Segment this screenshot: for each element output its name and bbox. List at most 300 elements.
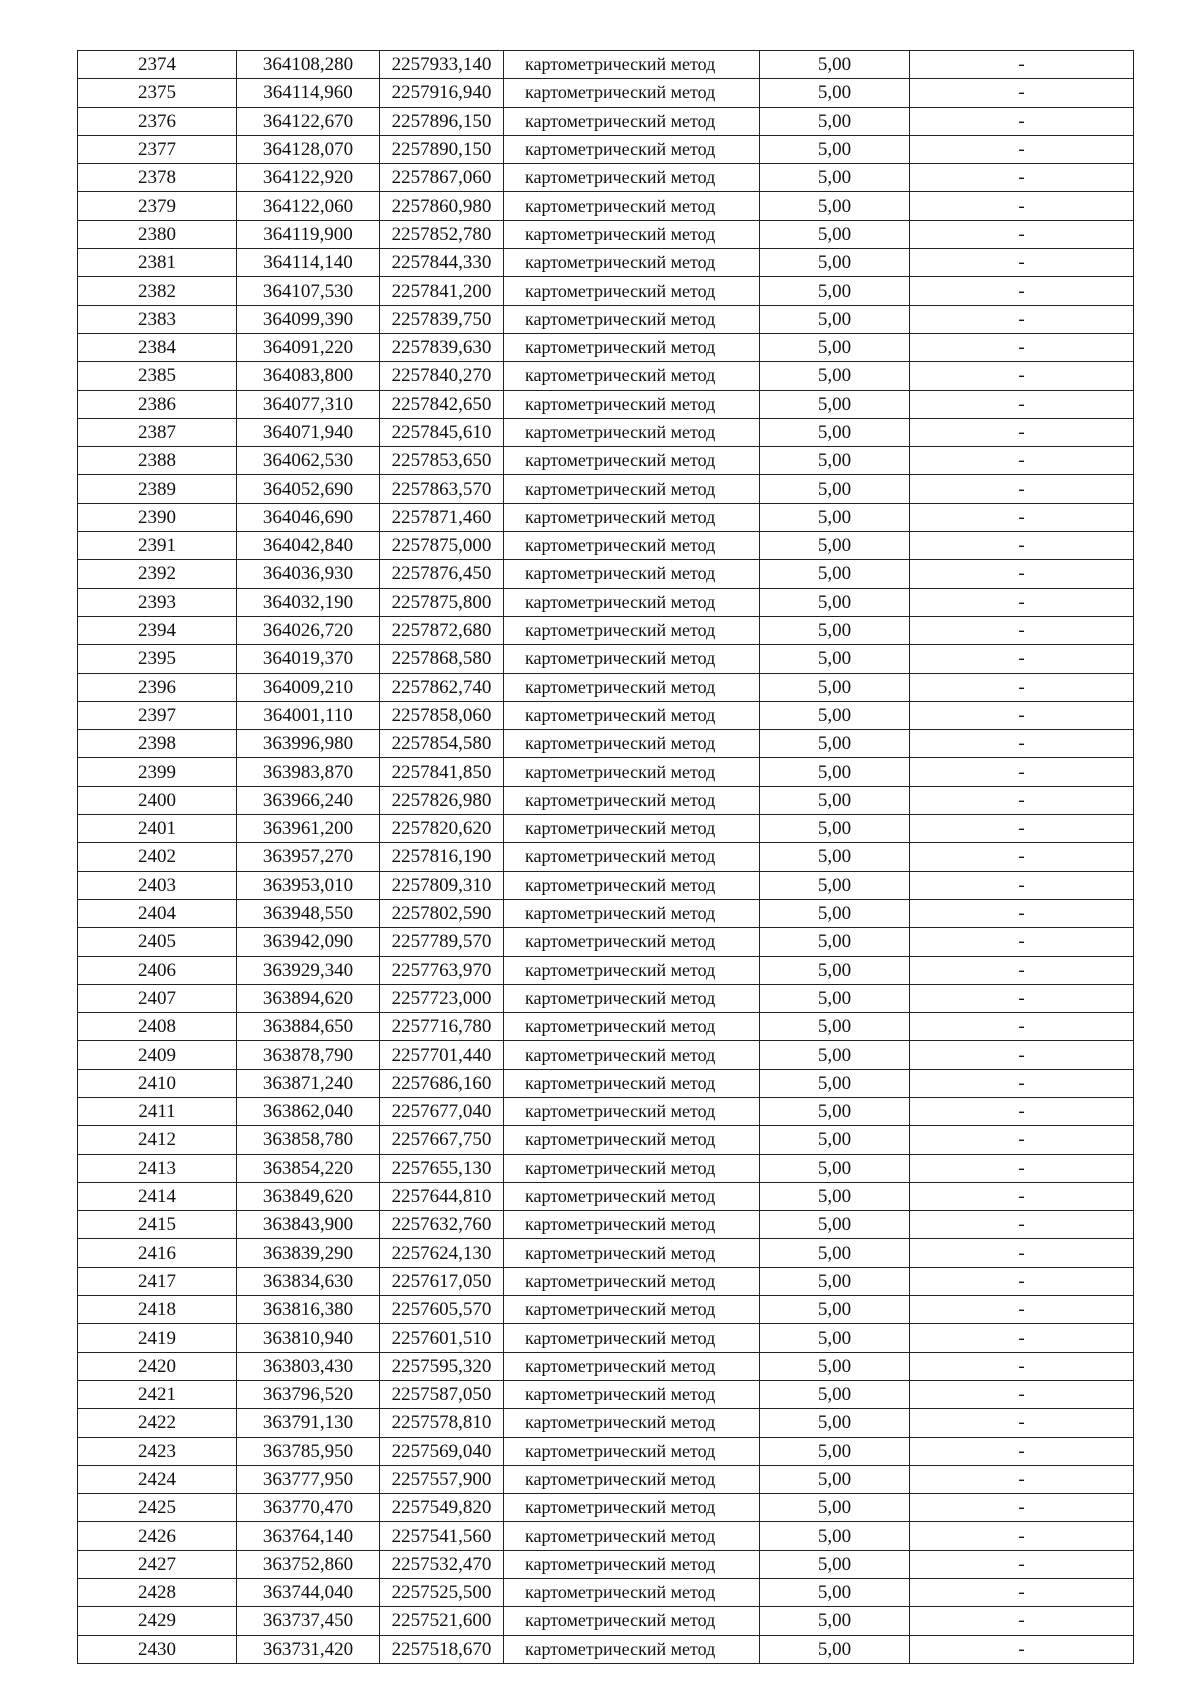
accuracy-cell: 5,00: [760, 1522, 910, 1550]
method-cell: картометрический метод: [504, 1550, 760, 1578]
table-row: [78, 928, 1134, 956]
x-coordinate-cell: 364091,220: [237, 333, 380, 361]
description-cell: -: [910, 503, 1134, 531]
method-cell: картометрический метод: [504, 1437, 760, 1465]
description-cell: -: [910, 1409, 1134, 1437]
description-cell: -: [910, 192, 1134, 220]
point-number-cell: 2394: [78, 616, 237, 644]
y-coordinate-cell: 2257549,820: [380, 1494, 504, 1522]
x-coordinate-cell: 363849,620: [237, 1182, 380, 1210]
y-coordinate-cell: 2257578,810: [380, 1409, 504, 1437]
method-cell: картометрический метод: [504, 588, 760, 616]
accuracy-cell: 5,00: [760, 503, 910, 531]
x-coordinate-cell: 363731,420: [237, 1635, 380, 1663]
y-coordinate-cell: 2257677,040: [380, 1097, 504, 1125]
point-number-cell: 2379: [78, 192, 237, 220]
accuracy-cell: 5,00: [760, 1607, 910, 1635]
table-row: [78, 135, 1134, 163]
accuracy-cell: 5,00: [760, 701, 910, 729]
method-cell: картометрический метод: [504, 1182, 760, 1210]
description-cell: -: [910, 107, 1134, 135]
method-cell: картометрический метод: [504, 51, 760, 79]
method-cell: картометрический метод: [504, 899, 760, 927]
table-row: [78, 1522, 1134, 1550]
method-cell: картометрический метод: [504, 305, 760, 333]
method-cell: картометрический метод: [504, 645, 760, 673]
description-cell: -: [910, 899, 1134, 927]
point-number-cell: 2421: [78, 1380, 237, 1408]
method-cell: картометрический метод: [504, 1296, 760, 1324]
point-number-cell: 2429: [78, 1607, 237, 1635]
accuracy-cell: 5,00: [760, 164, 910, 192]
accuracy-cell: 5,00: [760, 673, 910, 701]
description-cell: -: [910, 362, 1134, 390]
description-cell: -: [910, 956, 1134, 984]
accuracy-cell: 5,00: [760, 1239, 910, 1267]
method-cell: картометрический метод: [504, 333, 760, 361]
x-coordinate-cell: 363858,780: [237, 1126, 380, 1154]
point-number-cell: 2428: [78, 1579, 237, 1607]
point-number-cell: 2414: [78, 1182, 237, 1210]
x-coordinate-cell: 364046,690: [237, 503, 380, 531]
table-row: [78, 1154, 1134, 1182]
accuracy-cell: 5,00: [760, 135, 910, 163]
description-cell: -: [910, 673, 1134, 701]
y-coordinate-cell: 2257839,630: [380, 333, 504, 361]
x-coordinate-cell: 363953,010: [237, 871, 380, 899]
description-cell: -: [910, 1635, 1134, 1663]
x-coordinate-cell: 364042,840: [237, 532, 380, 560]
table-row: [78, 418, 1134, 446]
accuracy-cell: 5,00: [760, 249, 910, 277]
y-coordinate-cell: 2257532,470: [380, 1550, 504, 1578]
description-cell: -: [910, 390, 1134, 418]
y-coordinate-cell: 2257644,810: [380, 1182, 504, 1210]
x-coordinate-cell: 363744,040: [237, 1579, 380, 1607]
y-coordinate-cell: 2257872,680: [380, 616, 504, 644]
table-row: [78, 560, 1134, 588]
method-cell: картометрический метод: [504, 815, 760, 843]
point-number-cell: 2400: [78, 786, 237, 814]
method-cell: картометрический метод: [504, 418, 760, 446]
table-row: [78, 1182, 1134, 1210]
point-number-cell: 2425: [78, 1494, 237, 1522]
description-cell: -: [910, 616, 1134, 644]
table-row: [78, 1465, 1134, 1493]
accuracy-cell: 5,00: [760, 192, 910, 220]
table-row: [78, 1239, 1134, 1267]
y-coordinate-cell: 2257686,160: [380, 1069, 504, 1097]
point-number-cell: 2398: [78, 730, 237, 758]
description-cell: -: [910, 1041, 1134, 1069]
method-cell: картометрический метод: [504, 277, 760, 305]
table-row: [78, 843, 1134, 871]
method-cell: картометрический метод: [504, 786, 760, 814]
y-coordinate-cell: 2257541,560: [380, 1522, 504, 1550]
table-row: [78, 192, 1134, 220]
method-cell: картометрический метод: [504, 1494, 760, 1522]
x-coordinate-cell: 364032,190: [237, 588, 380, 616]
y-coordinate-cell: 2257871,460: [380, 503, 504, 531]
y-coordinate-cell: 2257858,060: [380, 701, 504, 729]
accuracy-cell: 5,00: [760, 815, 910, 843]
x-coordinate-cell: 363854,220: [237, 1154, 380, 1182]
method-cell: картометрический метод: [504, 362, 760, 390]
description-cell: -: [910, 1126, 1134, 1154]
description-cell: -: [910, 1522, 1134, 1550]
x-coordinate-cell: 364083,800: [237, 362, 380, 390]
accuracy-cell: 5,00: [760, 1550, 910, 1578]
method-cell: картометрический метод: [504, 79, 760, 107]
x-coordinate-cell: 364052,690: [237, 475, 380, 503]
description-cell: -: [910, 51, 1134, 79]
x-coordinate-cell: 363816,380: [237, 1296, 380, 1324]
x-coordinate-cell: 364114,960: [237, 79, 380, 107]
accuracy-cell: 5,00: [760, 51, 910, 79]
point-number-cell: 2406: [78, 956, 237, 984]
accuracy-cell: 5,00: [760, 956, 910, 984]
x-coordinate-cell: 363764,140: [237, 1522, 380, 1550]
y-coordinate-cell: 2257875,800: [380, 588, 504, 616]
table-row: [78, 1267, 1134, 1295]
point-number-cell: 2395: [78, 645, 237, 673]
y-coordinate-cell: 2257723,000: [380, 984, 504, 1012]
method-cell: картометрический метод: [504, 1041, 760, 1069]
description-cell: -: [910, 1550, 1134, 1578]
table-row: [78, 333, 1134, 361]
method-cell: картометрический метод: [504, 1635, 760, 1663]
y-coordinate-cell: 2257521,600: [380, 1607, 504, 1635]
table-row: [78, 956, 1134, 984]
accuracy-cell: 5,00: [760, 1409, 910, 1437]
point-number-cell: 2417: [78, 1267, 237, 1295]
description-cell: -: [910, 1494, 1134, 1522]
y-coordinate-cell: 2257844,330: [380, 249, 504, 277]
table-row: [78, 1097, 1134, 1125]
method-cell: картометрический метод: [504, 616, 760, 644]
point-number-cell: 2423: [78, 1437, 237, 1465]
description-cell: -: [910, 1154, 1134, 1182]
table-row: [78, 1211, 1134, 1239]
point-number-cell: 2384: [78, 333, 237, 361]
point-number-cell: 2407: [78, 984, 237, 1012]
x-coordinate-cell: 363810,940: [237, 1324, 380, 1352]
description-cell: -: [910, 730, 1134, 758]
description-cell: -: [910, 1437, 1134, 1465]
accuracy-cell: 5,00: [760, 1069, 910, 1097]
table-row: [78, 475, 1134, 503]
point-number-cell: 2422: [78, 1409, 237, 1437]
table-row: [78, 1579, 1134, 1607]
accuracy-cell: 5,00: [760, 758, 910, 786]
table-row: [78, 1409, 1134, 1437]
x-coordinate-cell: 363770,470: [237, 1494, 380, 1522]
accuracy-cell: 5,00: [760, 843, 910, 871]
method-cell: картометрический метод: [504, 701, 760, 729]
method-cell: картометрический метод: [504, 1579, 760, 1607]
x-coordinate-cell: 364071,940: [237, 418, 380, 446]
point-number-cell: 2376: [78, 107, 237, 135]
x-coordinate-cell: 363983,870: [237, 758, 380, 786]
table-row: [78, 362, 1134, 390]
method-cell: картометрический метод: [504, 1522, 760, 1550]
description-cell: -: [910, 79, 1134, 107]
description-cell: -: [910, 220, 1134, 248]
x-coordinate-cell: 363871,240: [237, 1069, 380, 1097]
accuracy-cell: 5,00: [760, 560, 910, 588]
accuracy-cell: 5,00: [760, 1437, 910, 1465]
y-coordinate-cell: 2257875,000: [380, 532, 504, 560]
y-coordinate-cell: 2257763,970: [380, 956, 504, 984]
description-cell: -: [910, 1352, 1134, 1380]
method-cell: картометрический метод: [504, 984, 760, 1012]
description-cell: -: [910, 532, 1134, 560]
accuracy-cell: 5,00: [760, 899, 910, 927]
y-coordinate-cell: 2257860,980: [380, 192, 504, 220]
x-coordinate-cell: 363894,620: [237, 984, 380, 1012]
table-row: [78, 107, 1134, 135]
method-cell: картометрический метод: [504, 956, 760, 984]
point-number-cell: 2419: [78, 1324, 237, 1352]
y-coordinate-cell: 2257890,150: [380, 135, 504, 163]
table-row: [78, 532, 1134, 560]
x-coordinate-cell: 364001,110: [237, 701, 380, 729]
method-cell: картометрический метод: [504, 1126, 760, 1154]
method-cell: картометрический метод: [504, 447, 760, 475]
y-coordinate-cell: 2257933,140: [380, 51, 504, 79]
point-number-cell: 2415: [78, 1211, 237, 1239]
accuracy-cell: 5,00: [760, 871, 910, 899]
point-number-cell: 2426: [78, 1522, 237, 1550]
description-cell: -: [910, 1069, 1134, 1097]
accuracy-cell: 5,00: [760, 390, 910, 418]
description-cell: -: [910, 447, 1134, 475]
point-number-cell: 2387: [78, 418, 237, 446]
method-cell: картометрический метод: [504, 164, 760, 192]
description-cell: -: [910, 645, 1134, 673]
y-coordinate-cell: 2257845,610: [380, 418, 504, 446]
table-row: [78, 1380, 1134, 1408]
y-coordinate-cell: 2257557,900: [380, 1465, 504, 1493]
point-number-cell: 2411: [78, 1097, 237, 1125]
y-coordinate-cell: 2257617,050: [380, 1267, 504, 1295]
x-coordinate-cell: 364122,920: [237, 164, 380, 192]
method-cell: картометрический метод: [504, 730, 760, 758]
x-coordinate-cell: 363996,980: [237, 730, 380, 758]
accuracy-cell: 5,00: [760, 730, 910, 758]
y-coordinate-cell: 2257841,200: [380, 277, 504, 305]
table-row: [78, 815, 1134, 843]
description-cell: -: [910, 249, 1134, 277]
description-cell: -: [910, 1239, 1134, 1267]
table-row: [78, 1041, 1134, 1069]
description-cell: -: [910, 1182, 1134, 1210]
accuracy-cell: 5,00: [760, 1494, 910, 1522]
table-row: [78, 503, 1134, 531]
point-number-cell: 2383: [78, 305, 237, 333]
accuracy-cell: 5,00: [760, 1013, 910, 1041]
y-coordinate-cell: 2257916,940: [380, 79, 504, 107]
x-coordinate-cell: 364099,390: [237, 305, 380, 333]
point-number-cell: 2386: [78, 390, 237, 418]
point-number-cell: 2424: [78, 1465, 237, 1493]
accuracy-cell: 5,00: [760, 786, 910, 814]
accuracy-cell: 5,00: [760, 305, 910, 333]
description-cell: -: [910, 786, 1134, 814]
table-row: [78, 645, 1134, 673]
point-number-cell: 2382: [78, 277, 237, 305]
y-coordinate-cell: 2257840,270: [380, 362, 504, 390]
point-number-cell: 2408: [78, 1013, 237, 1041]
accuracy-cell: 5,00: [760, 1041, 910, 1069]
x-coordinate-cell: 364114,140: [237, 249, 380, 277]
table-row: [78, 1013, 1134, 1041]
table-row: [78, 673, 1134, 701]
accuracy-cell: 5,00: [760, 616, 910, 644]
description-cell: -: [910, 701, 1134, 729]
point-number-cell: 2402: [78, 843, 237, 871]
description-cell: -: [910, 1380, 1134, 1408]
y-coordinate-cell: 2257716,780: [380, 1013, 504, 1041]
x-coordinate-cell: 363957,270: [237, 843, 380, 871]
accuracy-cell: 5,00: [760, 1635, 910, 1663]
x-coordinate-cell: 363948,550: [237, 899, 380, 927]
method-cell: картометрический метод: [504, 390, 760, 418]
method-cell: картометрический метод: [504, 1154, 760, 1182]
x-coordinate-cell: 363966,240: [237, 786, 380, 814]
y-coordinate-cell: 2257876,450: [380, 560, 504, 588]
accuracy-cell: 5,00: [760, 220, 910, 248]
description-cell: -: [910, 588, 1134, 616]
description-cell: -: [910, 1579, 1134, 1607]
accuracy-cell: 5,00: [760, 1380, 910, 1408]
method-cell: картометрический метод: [504, 1211, 760, 1239]
description-cell: -: [910, 1267, 1134, 1295]
point-number-cell: 2392: [78, 560, 237, 588]
table-row: [78, 1126, 1134, 1154]
x-coordinate-cell: 363791,130: [237, 1409, 380, 1437]
description-cell: -: [910, 1013, 1134, 1041]
description-cell: -: [910, 333, 1134, 361]
x-coordinate-cell: 364128,070: [237, 135, 380, 163]
point-number-cell: 2397: [78, 701, 237, 729]
point-number-cell: 2430: [78, 1635, 237, 1663]
y-coordinate-cell: 2257525,500: [380, 1579, 504, 1607]
point-number-cell: 2380: [78, 220, 237, 248]
point-number-cell: 2391: [78, 532, 237, 560]
accuracy-cell: 5,00: [760, 1579, 910, 1607]
point-number-cell: 2409: [78, 1041, 237, 1069]
table-row: [78, 1550, 1134, 1578]
point-number-cell: 2374: [78, 51, 237, 79]
y-coordinate-cell: 2257667,750: [380, 1126, 504, 1154]
y-coordinate-cell: 2257595,320: [380, 1352, 504, 1380]
y-coordinate-cell: 2257809,310: [380, 871, 504, 899]
point-number-cell: 2427: [78, 1550, 237, 1578]
x-coordinate-cell: 363737,450: [237, 1607, 380, 1635]
x-coordinate-cell: 364077,310: [237, 390, 380, 418]
method-cell: картометрический метод: [504, 220, 760, 248]
x-coordinate-cell: 364108,280: [237, 51, 380, 79]
table-row: [78, 701, 1134, 729]
accuracy-cell: 5,00: [760, 333, 910, 361]
table-row: [78, 277, 1134, 305]
point-number-cell: 2378: [78, 164, 237, 192]
point-number-cell: 2385: [78, 362, 237, 390]
table-row: [78, 51, 1134, 79]
description-cell: -: [910, 871, 1134, 899]
table-row: [78, 390, 1134, 418]
table-row: [78, 616, 1134, 644]
method-cell: картометрический метод: [504, 1465, 760, 1493]
table-row: [78, 447, 1134, 475]
accuracy-cell: 5,00: [760, 1154, 910, 1182]
method-cell: картометрический метод: [504, 673, 760, 701]
description-cell: -: [910, 1097, 1134, 1125]
method-cell: картометрический метод: [504, 1013, 760, 1041]
method-cell: картометрический метод: [504, 249, 760, 277]
y-coordinate-cell: 2257896,150: [380, 107, 504, 135]
table-body: [78, 51, 1134, 1664]
accuracy-cell: 5,00: [760, 1211, 910, 1239]
point-number-cell: 2410: [78, 1069, 237, 1097]
description-cell: -: [910, 1211, 1134, 1239]
description-cell: -: [910, 984, 1134, 1012]
method-cell: картометрический метод: [504, 871, 760, 899]
table-row: [78, 1324, 1134, 1352]
y-coordinate-cell: 2257624,130: [380, 1239, 504, 1267]
y-coordinate-cell: 2257867,060: [380, 164, 504, 192]
x-coordinate-cell: 363884,650: [237, 1013, 380, 1041]
table-row: [78, 79, 1134, 107]
point-number-cell: 2412: [78, 1126, 237, 1154]
x-coordinate-cell: 363803,430: [237, 1352, 380, 1380]
x-coordinate-cell: 363942,090: [237, 928, 380, 956]
accuracy-cell: 5,00: [760, 447, 910, 475]
x-coordinate-cell: 363796,520: [237, 1380, 380, 1408]
point-number-cell: 2389: [78, 475, 237, 503]
y-coordinate-cell: 2257701,440: [380, 1041, 504, 1069]
accuracy-cell: 5,00: [760, 588, 910, 616]
method-cell: картометрический метод: [504, 1352, 760, 1380]
table-row: [78, 1437, 1134, 1465]
y-coordinate-cell: 2257854,580: [380, 730, 504, 758]
description-cell: -: [910, 475, 1134, 503]
table-row: [78, 1607, 1134, 1635]
x-coordinate-cell: 363839,290: [237, 1239, 380, 1267]
x-coordinate-cell: 363843,900: [237, 1211, 380, 1239]
description-cell: -: [910, 305, 1134, 333]
x-coordinate-cell: 363878,790: [237, 1041, 380, 1069]
x-coordinate-cell: 363961,200: [237, 815, 380, 843]
y-coordinate-cell: 2257601,510: [380, 1324, 504, 1352]
method-cell: картометрический метод: [504, 107, 760, 135]
x-coordinate-cell: 364119,900: [237, 220, 380, 248]
point-number-cell: 2403: [78, 871, 237, 899]
x-coordinate-cell: 363834,630: [237, 1267, 380, 1295]
accuracy-cell: 5,00: [760, 1182, 910, 1210]
y-coordinate-cell: 2257868,580: [380, 645, 504, 673]
method-cell: картометрический метод: [504, 1380, 760, 1408]
x-coordinate-cell: 363777,950: [237, 1465, 380, 1493]
y-coordinate-cell: 2257853,650: [380, 447, 504, 475]
table-row: [78, 1352, 1134, 1380]
description-cell: -: [910, 560, 1134, 588]
x-coordinate-cell: 363929,340: [237, 956, 380, 984]
y-coordinate-cell: 2257655,130: [380, 1154, 504, 1182]
method-cell: картометрический метод: [504, 1409, 760, 1437]
y-coordinate-cell: 2257842,650: [380, 390, 504, 418]
